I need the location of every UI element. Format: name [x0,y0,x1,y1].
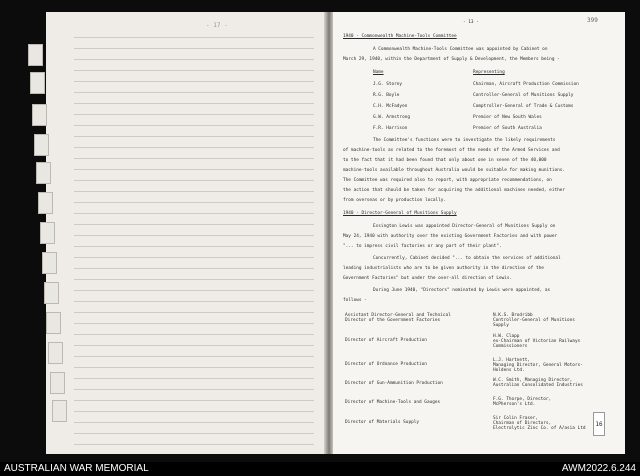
director-person: Supply [493,323,509,328]
body-text: to the fact that it had been found that only about one in seven of the 40,000 [343,158,547,163]
body-text: machine-tools available throughout Australia would be suitable for making munitions. [343,168,566,173]
director-role: Director of Aircraft Production [345,338,427,343]
page-tab [52,400,67,422]
page-tab [50,372,65,394]
director-role: Director of Materials Supply [345,420,420,425]
body-text: follows - [343,298,367,303]
archive-number: 399 [587,17,598,24]
body-text: the action that should be taken for acquiring the additional machines needed, either [343,188,566,193]
footer-bar [0,462,640,476]
body-text: Government Factories" but under the over-all direction of Lewis. [343,276,513,281]
member-name: F.R. Harrison [373,126,408,131]
member-name: J.G. Storey [373,82,403,87]
left-page-number: - 17 - [206,22,228,29]
director-role: Director of Ordnance Production [345,362,427,367]
director-role: Director of Gun-Ammunition Production [345,381,443,386]
member-name: R.G. Boyle [373,93,400,98]
member-rep: Premier of New South Wales [473,115,542,120]
body-text: Concurrently, Cabinet decided "... to obtain the services of additional [373,256,561,261]
director-person: W.C. Smith, Managing Director, [493,378,573,383]
director-person: Holdens Ltd. [493,368,525,373]
body-text: of machine-tools as related to the foremost of the needs of the Armed Services and [343,148,560,153]
member-name: C.H. McFadyen [373,104,408,109]
member-name: G.W. Armstrong [373,115,411,120]
section-heading: 1940 - Director-General of Munitions Supply [343,211,457,216]
member-rep: Controller-General of Munitions Supply [473,93,574,98]
footer-institution: AUSTRALIAN WAR MEMORIAL [4,463,149,474]
member-rep: Premier of South Australia [473,126,542,131]
section-heading: 1940 - Commonwealth Machine-Tools Committee [343,34,457,39]
director-person: ex-Chairman of Victorian Railways [493,339,581,344]
body-text: A Commonwealth Machine-Tools Committee was appointed by Cabinet on [373,47,548,52]
page-tab [38,192,53,214]
right-page [333,12,625,454]
director-person: Australian Consolidated Industries [493,383,583,388]
show-through-text [74,30,314,450]
body-text: "... to impress civil factories or any part of their plant". [343,244,502,249]
page-tab [30,72,45,94]
director-person: Chairman of Directors, [493,421,552,426]
body-text: leading industrialists who are to be given authority in the direction of the [343,266,544,271]
page-tab [44,282,59,304]
director-role: Director of the Government Factories [345,318,441,323]
body-text: The Committee was required also to report, with appropriate recommendations, on [343,178,552,183]
director-person: Sir Colin Fraser, [493,416,538,421]
director-person: McPherson's Ltd. [493,402,536,407]
page-tab [46,312,61,334]
director-person: Managing Director, General Motors- [493,363,583,368]
left-page [46,12,329,454]
member-rep: Chairman, Aircraft Production Commission [473,82,579,87]
footer-accession-number: AWM2022.6.244 [561,463,636,474]
folio-tab: 16 [593,412,605,436]
director-role: Director of Machine-Tools and Gauges [345,400,441,405]
body-text: The Committee's functions were to investigate the likely requirements [373,138,556,143]
page-number: - 13 - [463,20,479,25]
members-name-header: Name [373,70,384,75]
director-person: Electrolytic Zinc Co. of A/asia Ltd [493,426,586,431]
director-person: Commissioners [493,344,528,349]
members-rep-header: Representing [473,70,505,75]
body-text: May 24, 1940 with authority over the existing Government Factories and with power [343,234,558,239]
director-person: Controller-General of Munitions [493,318,575,323]
body-text: March 29, 1940, within the Department of Supply & Development, the Members being - [343,57,560,62]
page-tab [28,44,43,66]
page-tab [34,134,49,156]
page-tab [40,222,55,244]
page-tab [36,162,51,184]
body-text: Essington Lewis was appointed Director-General of Munitions Supply on [373,224,556,229]
body-text: During June 1940, "Directors" nominated by Lewis were appointed, as [373,288,551,293]
body-text: from overseas or by production locally. [343,198,447,203]
page-tab [32,104,47,126]
page-tab [42,252,57,274]
director-person: L.J. Hartnett, [493,358,531,363]
director-role: Assistant Director-General and Technical [345,313,451,318]
member-rep: Comptroller-General of Trade & Customs [473,104,574,109]
director-person: N.K.S. Brodribb [493,313,533,318]
director-person: F.G. Thorpe, Director, [493,397,552,402]
director-person: H.W. Clapp [493,334,520,339]
page-tab [48,342,63,364]
